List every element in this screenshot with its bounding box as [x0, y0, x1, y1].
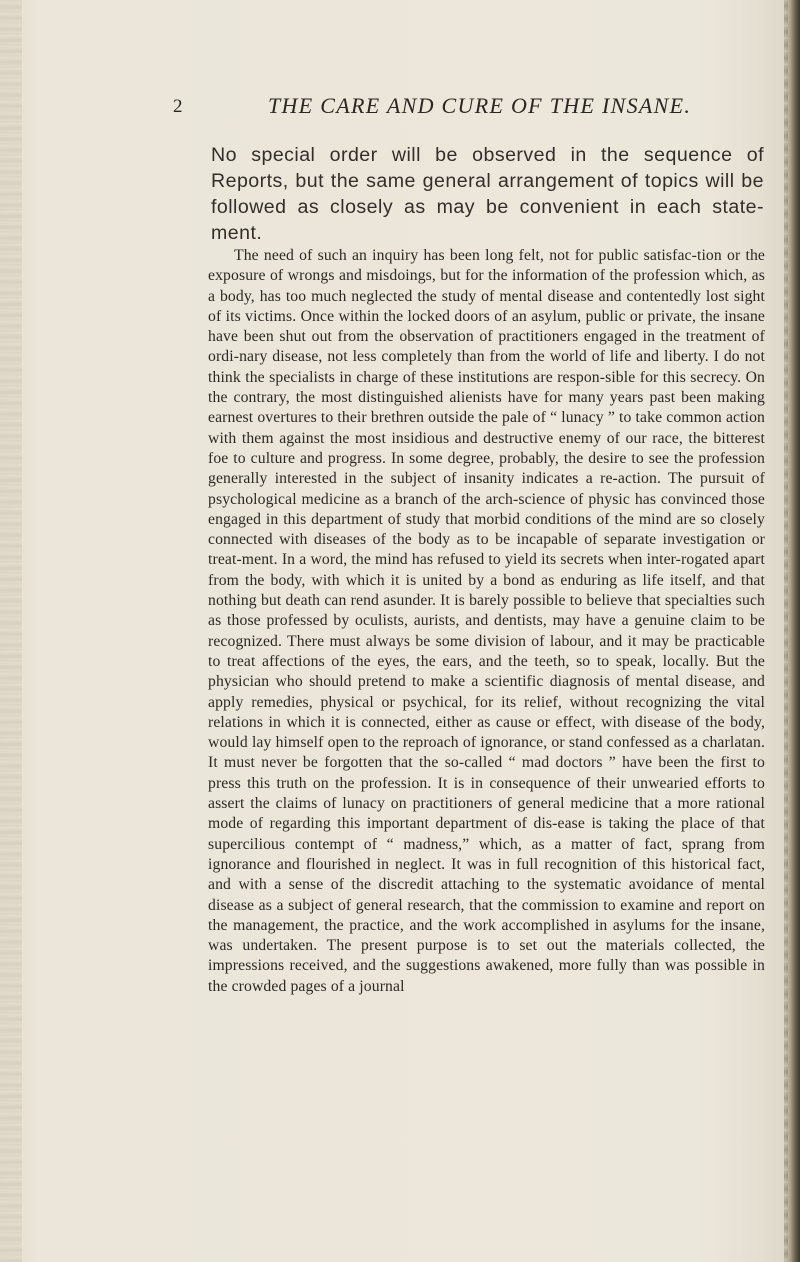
page-header — [173, 93, 773, 126]
binding-edge — [0, 0, 22, 1262]
page-number: 2 — [173, 96, 183, 117]
lead-paragraph: No special order will be observed in the sequence of Reports, but the same general arrangement of topics will be followed as closely as may be convenient in each state-ment. — [211, 144, 764, 244]
running-title: THE CARE AND CURE OF THE INSANE. — [268, 93, 692, 118]
page-edge-shadow — [786, 0, 800, 1262]
body-paragraph: The need of such an inquiry has been long felt, not for public satisfac-tion or the exposure of wrongs and misdoings, but for the information of the profession which, as a body, has too much neglected the study of mental disease and contentedly lost sight of its victims. Once within the locked doors of an asylum, public or private, the insane have been shut out from the observation of practitioners engaged in the treatment of ordi-nary disease, not less completely than from the world of life and liberty. I do not think the specialists in charge of these institutions are respon-sible for this secrecy. On the contrary, the most distinguished alienists have for many years past been making earnest overtures to their brethren outside the pale of “ lunacy ” to take common action with them against the most insidious and destructive enemy of our race, the bitterest foe to culture and progress. In some degree, probably, the desire to see the profession generally interested in the subject of insanity indicates a re-action. The pursuit of psychological medicine as a branch of the arch-science of physic has convinced those engaged in this department of study that morbid conditions of the mind are so closely connected with diseases of the body as to be incapable of separate investigation or treat-ment. In a word, the mind has refused to yield its secrets when inter-rogated apart from the body, with which it is united by a bond as enduring as life itself, and that nothing but death can rend asunder. It is barely possible to believe that specialties such as those professed by oculists, aurists, and dentists, may have a genuine claim to be recognized. There must always be some division of labour, and it may be practicable to treat affections of the eyes, the ears, and the teeth, so to speak, locally. But the physician who should pretend to make a scientific diagnosis of mental disease, and apply remedies, physical or psychical, for its relief, without recognizing the vital relations in which it is connected, either as cause or effect, with disease of the body, would lay himself open to the reproach of ignorance, or stand confessed as a charlatan. It must never be forgotten that the so-called “ mad doctors ” have been the first to press this truth on the profession. It is in consequence of their unwearied efforts to assert the claims of lunacy on practitioners of general medicine that a more rational mode of regarding this important department of dis-ease is taking the place of that supercilious contempt of “ madness,” which, as a matter of fact, sprang from ignorance and flourished in neglect. It was in full recognition of this historical fact, and with a sense of the discredit attaching to the systematic avoidance of mental disease as a subject of general research, that the commission to examine and report on the management, the practice, and the work accomplished in asylums for the insane, was undertaken. The present purpose is to set out the materials collected, the impressions received, and the suggestions awakened, more fully than was possible in the crowded pages of a journal — [208, 247, 765, 995]
page-stack-edge — [784, 0, 788, 1262]
